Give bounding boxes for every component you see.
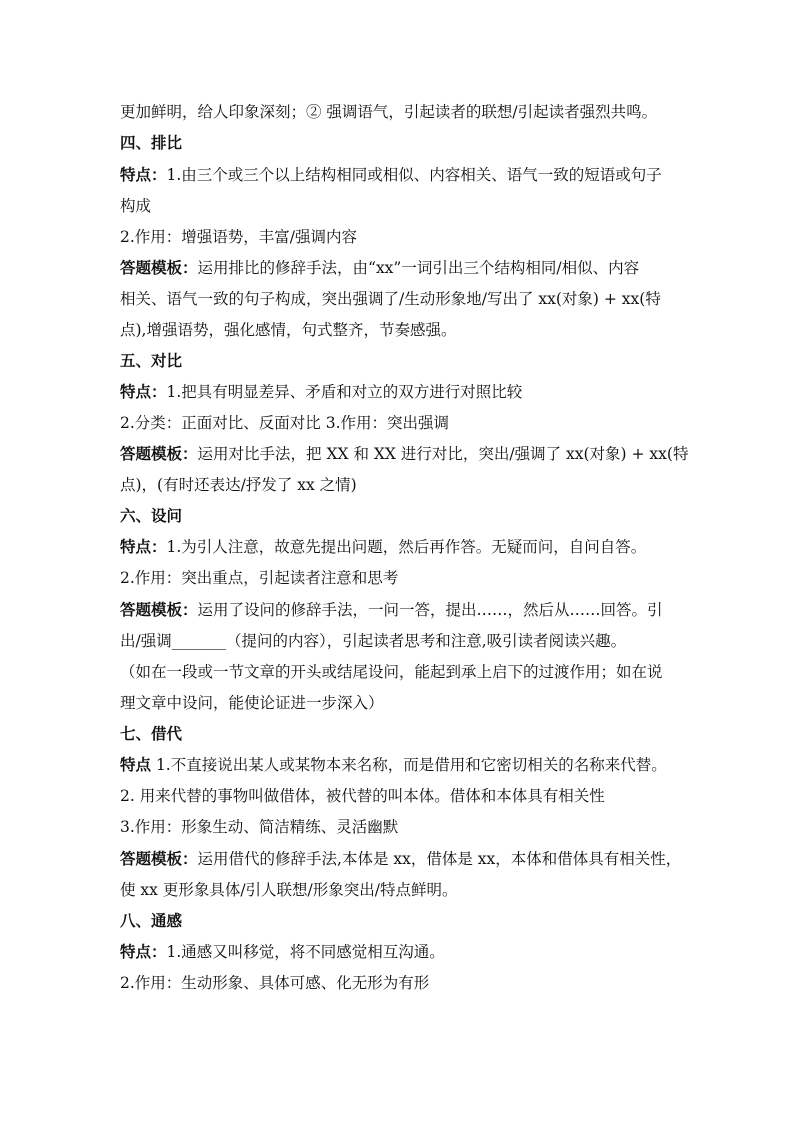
feature-text: 1.由三个或三个以上结构相同或相似、内容相关、语气一致的短语或句子 <box>166 166 662 184</box>
section-heading-shewen: 六、设问 <box>120 506 183 525</box>
template-label: 答题模板： <box>120 600 198 619</box>
paragraph-line: 2.作用：突出重点，引起读者注意和思考 <box>120 569 399 587</box>
paragraph-line: 点)，(有时还表达/抒发了 xx 之情) <box>120 476 357 494</box>
paragraph-line <box>120 444 689 464</box>
paragraph-line <box>120 600 682 620</box>
section-heading-jiedai: 七、借代 <box>120 724 183 743</box>
paragraph-line: 2.作用：增强语势，丰富/强调内容 <box>120 228 358 246</box>
template-text: 运用对比手法，把 XX 和 XX 进行对比，突出/强调了 xx(对象) + xx(特 <box>197 445 689 463</box>
template-text: 运用了设问的修辞手法，一问一答，提出……，然后从……回答。引 <box>197 601 663 619</box>
paragraph-line <box>120 258 682 278</box>
feature-label: 特点 <box>120 755 152 774</box>
feature-label: 特点： <box>120 942 167 961</box>
template-text: 运用排比的修辞手法，由“xx”一词引出三个结构相同/相似、内容 <box>197 259 640 277</box>
paragraph-line <box>120 165 682 185</box>
paragraph-line: 点),增强语势，强化感情，句式整齐，节奏感强。 <box>120 321 457 339</box>
feature-text: 1.不直接说出某人或某物本来名称，而是借用和它密切相关的名称来代替。 <box>151 756 667 774</box>
feature-label: 特点： <box>120 382 167 401</box>
paragraph-line: 更加鲜明，给人印象深刻；② 强调语气，引起读者的联想/引起读者强烈共鸣。 <box>120 103 658 121</box>
feature-text: 1.为引人注意，故意先提出问题，然后再作答。无疑而问，自问自答。 <box>166 538 647 556</box>
template-label: 答题模板： <box>120 849 198 868</box>
paragraph-line: 3.作用：形象生动、简洁精练、灵活幽默 <box>120 818 399 836</box>
paragraph-line <box>120 382 682 402</box>
paragraph-line: 2.分类：正面对比、反面对比 3.作用：突出强调 <box>120 414 450 432</box>
template-label: 答题模板： <box>120 258 198 277</box>
paragraph-line: 相关、语气一致的句子构成，突出强调了/生动形象地/写出了 xx(对象) + xx(特 <box>120 290 661 308</box>
paragraph-line: 构成 <box>120 197 152 215</box>
paragraph-line <box>120 849 682 869</box>
feature-label: 特点： <box>120 537 167 556</box>
feature-label: 特点： <box>120 165 167 184</box>
section-heading-duibi: 五、对比 <box>120 351 183 370</box>
paragraph-line: 2.作用：生动形象、具体可感、化无形为有形 <box>120 974 430 992</box>
section-heading-tonggan: 八、通感 <box>120 911 183 930</box>
paragraph-line <box>120 537 682 557</box>
template-text: 运用借代的修辞手法,本体是 xx，借体是 xx，本体和借体具有相关性， <box>197 850 682 868</box>
paragraph-line <box>120 755 682 775</box>
section-heading-paibi: 四、排比 <box>120 133 183 152</box>
feature-text: 1.把具有明显差异、矛盾和对立的双方进行对照比较 <box>166 383 523 401</box>
paragraph-line: 2. 用来代替的事物叫做借体，被代替的叫本体。借体和本体具有相关性 <box>120 787 605 805</box>
paragraph-line <box>120 942 682 962</box>
paragraph-line: 出/强调_______（提问的内容），引起读者思考和注意,吸引读者阅读兴趣。 <box>120 632 627 650</box>
paragraph-line: （如在一段或一节文章的开头或结尾设问，能起到承上启下的过渡作用；如在说 <box>120 663 663 681</box>
paragraph-line: 理文章中设问，能使论证进一步深入） <box>120 694 384 712</box>
template-label: 答题模板： <box>120 444 198 463</box>
feature-text: 1.通感又叫移觉，将不同感觉相互沟通。 <box>166 943 445 961</box>
paragraph-line: 使 xx 更形象具体/引人联想/形象突出/特点鲜明。 <box>120 881 458 899</box>
